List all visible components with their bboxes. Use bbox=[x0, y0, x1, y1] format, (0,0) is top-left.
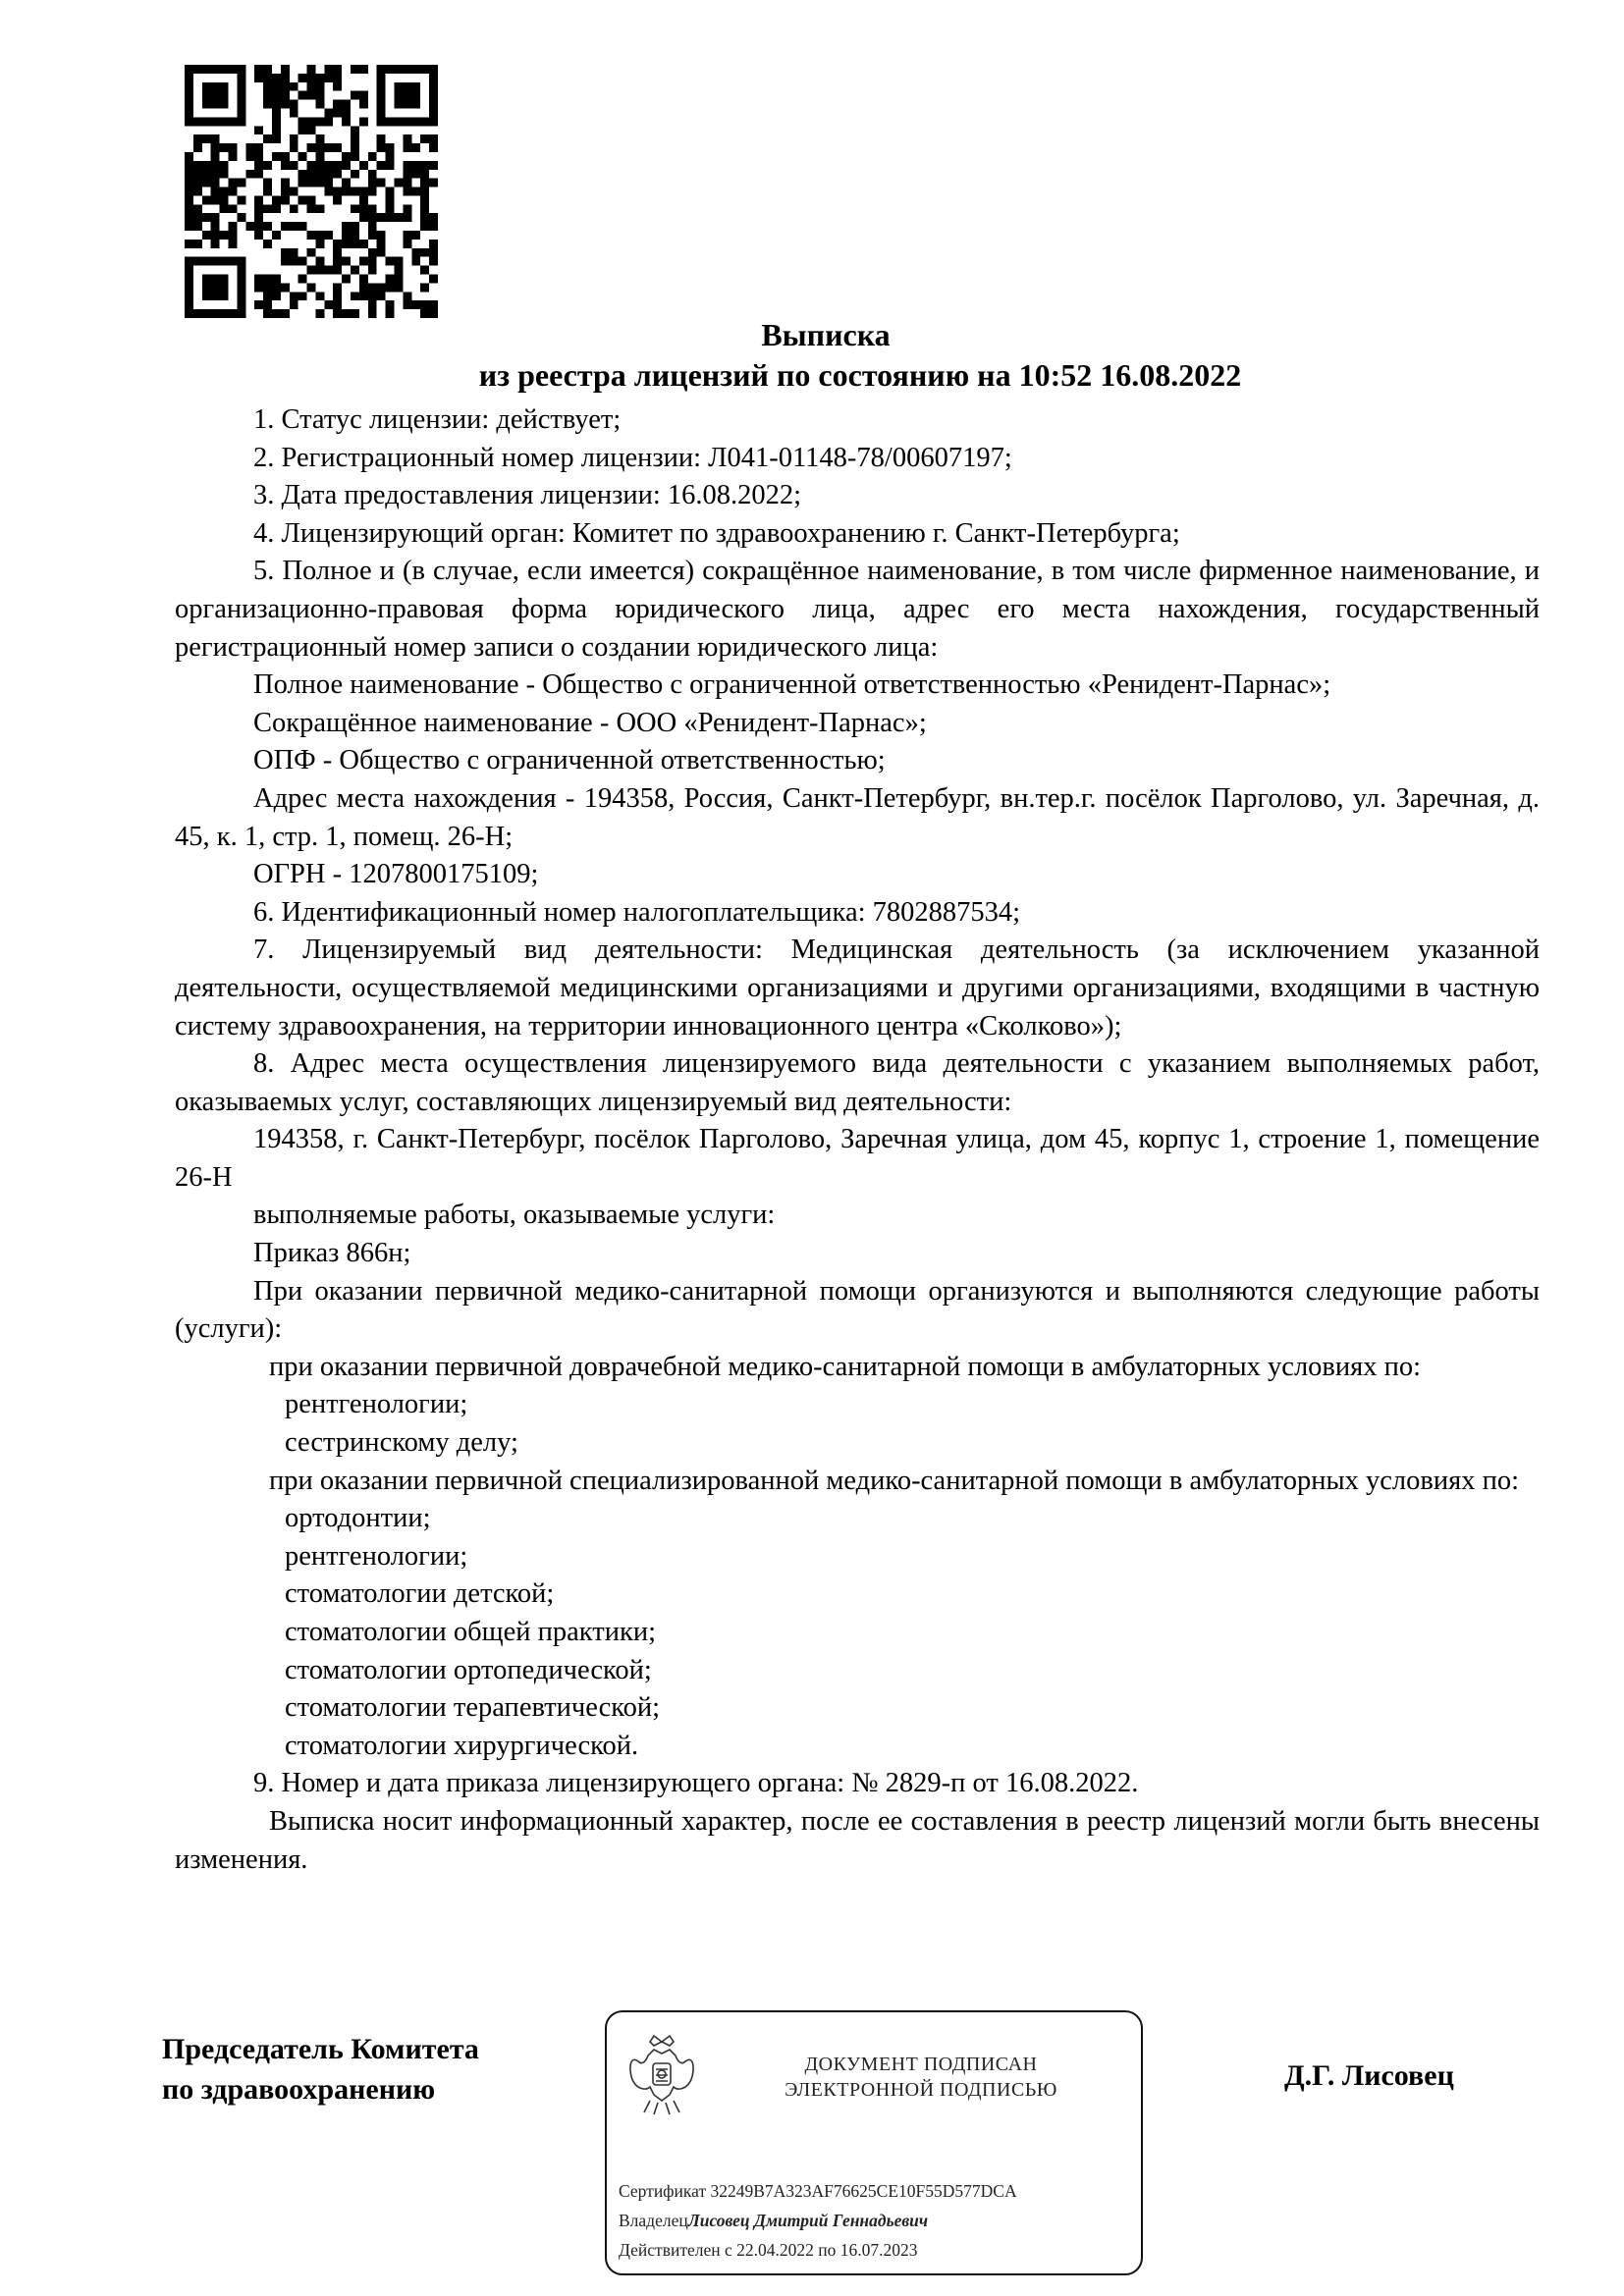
specialized-care: при оказании первичной специализированной медико-санитарной помощи в амбулаторных условиях по: bbox=[269, 1465, 1520, 1496]
specialized-item: стоматологии терапевтической; bbox=[285, 1692, 661, 1724]
position-line-1: Председатель Комитета bbox=[162, 2033, 479, 2065]
stamp-validity: Действителен с 22.04.2022 по 16.07.2023 bbox=[619, 2240, 918, 2260]
item-5: 5. Полное и (в случае, если имеется) сокращённое наименование, в том числе фирменное наименование, и организационно-правовая форма юридического лица, адрес его места нахождения, государственный регистрационный номер записи о создании юридического лица: bbox=[175, 556, 1540, 663]
item-7: 7. Лицензируемый вид деятельности: Медицинская деятельность (за исключением указанной деятельности, осуществляемой медицинскими организациями и другими организациями, входящими в частную систему здравоохранения, на территории инновационного центра «Сколково»); bbox=[175, 934, 1540, 1041]
org-address: Адрес места нахождения - 194358, Россия, Санкт-Петербург, вн.тер.г. посёлок Парголово, ул. Заречная, д. 45, к. 1, стр. 1, помещ. 26-Н; bbox=[175, 782, 1540, 852]
document-body bbox=[175, 401, 1540, 1879]
premedical-care: при оказании первичной доврачебной медико-санитарной помощи в амбулаторных условиях по: bbox=[269, 1351, 1422, 1382]
specialized-item: стоматологии детской; bbox=[285, 1578, 555, 1610]
stamp-owner-label: Владелец bbox=[619, 2211, 688, 2230]
specialized-item: стоматологии ортопедической; bbox=[285, 1654, 652, 1685]
document-title: Выписка bbox=[761, 317, 891, 352]
premedical-item: сестринскому делу; bbox=[285, 1427, 518, 1459]
org-short-name: Сокращённое наименование - ООО «Ренидент-Парнас»; bbox=[253, 707, 927, 738]
disclaimer: Выписка носит информационный характер, после ее составления в реестр лицензий могли быть внесены изменения. bbox=[175, 1805, 1540, 1875]
coat-of-arms-icon bbox=[624, 2032, 699, 2118]
stamp-header-line-1: ДОКУМЕНТ ПОДПИСАН bbox=[804, 2054, 1038, 2075]
primary-care: При оказании первичной медико-санитарной помощи организуются и выполняются следующие работы (услуги): bbox=[175, 1275, 1540, 1345]
services-label: выполняемые работы, оказываемые услуги: bbox=[253, 1200, 776, 1231]
org-full-name: Полное наименование - Общество с ограниченной ответственностью «Ренидент-Парнас»; bbox=[253, 669, 1331, 701]
item-9: 9. Номер и дата приказа лицензирующего органа: № 2829-п от 16.08.2022. bbox=[253, 1768, 1139, 1799]
e-signature-stamp bbox=[605, 2010, 1143, 2275]
org-ogrn: ОГРН - 1207800175109; bbox=[253, 859, 539, 890]
position-line-2: по здравоохранению bbox=[162, 2073, 436, 2106]
qr-code bbox=[185, 65, 438, 318]
premedical-item: рентгенологии; bbox=[285, 1389, 468, 1420]
item-4: 4. Лицензирующий орган: Комитет по здравоохранению г. Санкт-Петербурга; bbox=[253, 517, 1180, 549]
stamp-header-line-2: ЭЛЕКТРОННОЙ ПОДПИСЬЮ bbox=[785, 2079, 1057, 2101]
stamp-owner bbox=[619, 2209, 928, 2232]
stamp-owner-name: Лисовец Дмитрий Геннадьевич bbox=[687, 2211, 929, 2230]
order-number: Приказ 866н; bbox=[253, 1238, 411, 1269]
specialized-item: рентгенологии; bbox=[285, 1540, 468, 1572]
document-subtitle: из реестра лицензий по состоянию на 10:52 16.08.2022 bbox=[478, 357, 1242, 393]
activity-address: 194358, г. Санкт-Петербург, посёлок Парголово, Заречная улица, дом 45, корпус 1, строение 1, помещение 26-Н bbox=[175, 1124, 1540, 1193]
signatory-position bbox=[162, 2029, 479, 2109]
specialized-item: стоматологии общей практики; bbox=[285, 1617, 657, 1647]
specialized-item: стоматологии хирургической. bbox=[285, 1730, 639, 1761]
item-8: 8. Адрес места осуществления лицензируемого вида деятельности с указанием выполняемых работ, оказываемых услуг, составляющих лицензируемый вид деятельности: bbox=[175, 1048, 1540, 1117]
stamp-certificate: Сертификат 32249B7A323AF76625CE10F55D577DCA bbox=[619, 2181, 1017, 2201]
signatory-name: Д.Г. Лисовец bbox=[1284, 2059, 1454, 2092]
item-2: 2. Регистрационный номер лицензии: Л041-01148-78/00607197; bbox=[253, 442, 1012, 473]
item-6: 6. Идентификационный номер налогоплательщика: 7802887534; bbox=[253, 896, 1021, 928]
item-1: 1. Статус лицензии: действует; bbox=[253, 404, 622, 435]
item-3: 3. Дата предоставления лицензии: 16.08.2022; bbox=[253, 480, 802, 511]
org-opf: ОПФ - Общество с ограниченной ответственностью; bbox=[253, 745, 886, 776]
specialized-item: ортодонтии; bbox=[285, 1503, 431, 1534]
